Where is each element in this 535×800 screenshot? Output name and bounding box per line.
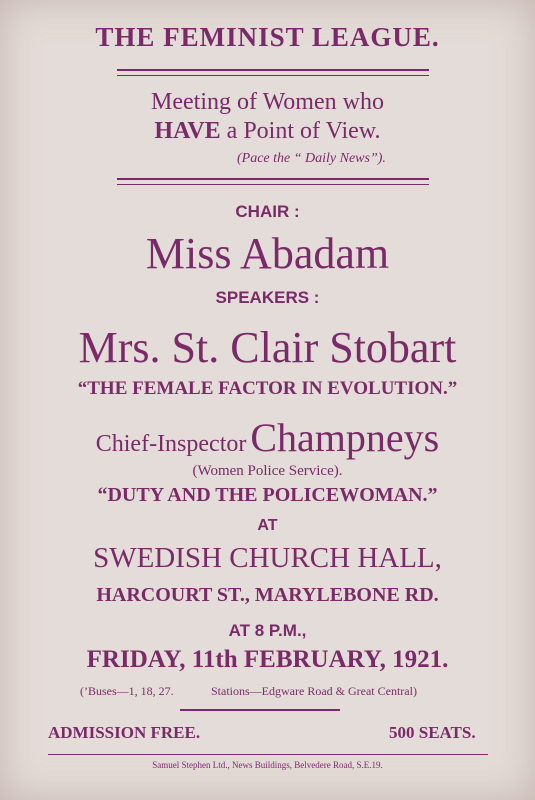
admission-free: ADMISSION FREE. [48, 723, 201, 742]
printer-credit: Samuel Stephen Ltd., News Buildings, Belvedere Road, S.E.19. [152, 760, 383, 770]
venue-date: FRIDAY, 11th FEBRUARY, 1921. [86, 646, 449, 673]
intro-note: (Pace the “ Daily News”). [237, 151, 386, 166]
speaker1-name: Mrs. St. Clair Stobart [78, 323, 457, 372]
intro-line-1: Meeting of Women who [151, 89, 384, 115]
speaker2-line [0, 414, 535, 461]
league-title: THE FEMINIST LEAGUE. [95, 22, 440, 52]
top-rule-2 [117, 75, 429, 76]
transport-stations: Stations—Edgware Road & Great Central) [211, 684, 417, 698]
speakers-label: SPEAKERS : [215, 288, 320, 307]
mid-rule-2 [117, 184, 429, 185]
venue-address: HARCOURT ST., MARYLEBONE RD. [96, 584, 439, 606]
chair-label: CHAIR : [235, 202, 300, 221]
top-rule-1 [117, 69, 429, 71]
chair-name: Miss Abadam [145, 229, 390, 278]
intro-line-2 [0, 118, 535, 145]
venue-at: AT [257, 517, 278, 534]
speaker1-topic: “THE FEMALE FACTOR IN EVOLUTION.” [77, 378, 458, 399]
speaker2-affiliation: (Women Police Service). [192, 463, 343, 479]
transport-buses: (’Buses—1, 18, 27. [80, 684, 174, 698]
speaker2-title: Chief-Inspector [95, 431, 247, 457]
footer-short-rule [180, 709, 340, 711]
speaker2-topic: “DUTY AND THE POLICEWOMAN.” [97, 484, 438, 506]
seat-count: 500 SEATS. [389, 723, 476, 742]
intro-line-2-rest: a Point of View. [226, 118, 381, 144]
mid-rule-1 [117, 178, 429, 180]
speaker2-name: Champneys [250, 415, 440, 460]
venue-time: AT 8 P.M., [228, 621, 307, 640]
footer-rule [48, 754, 488, 755]
intro-have: HAVE [154, 118, 221, 144]
venue-hall: SWEDISH CHURCH HALL, [93, 542, 442, 574]
